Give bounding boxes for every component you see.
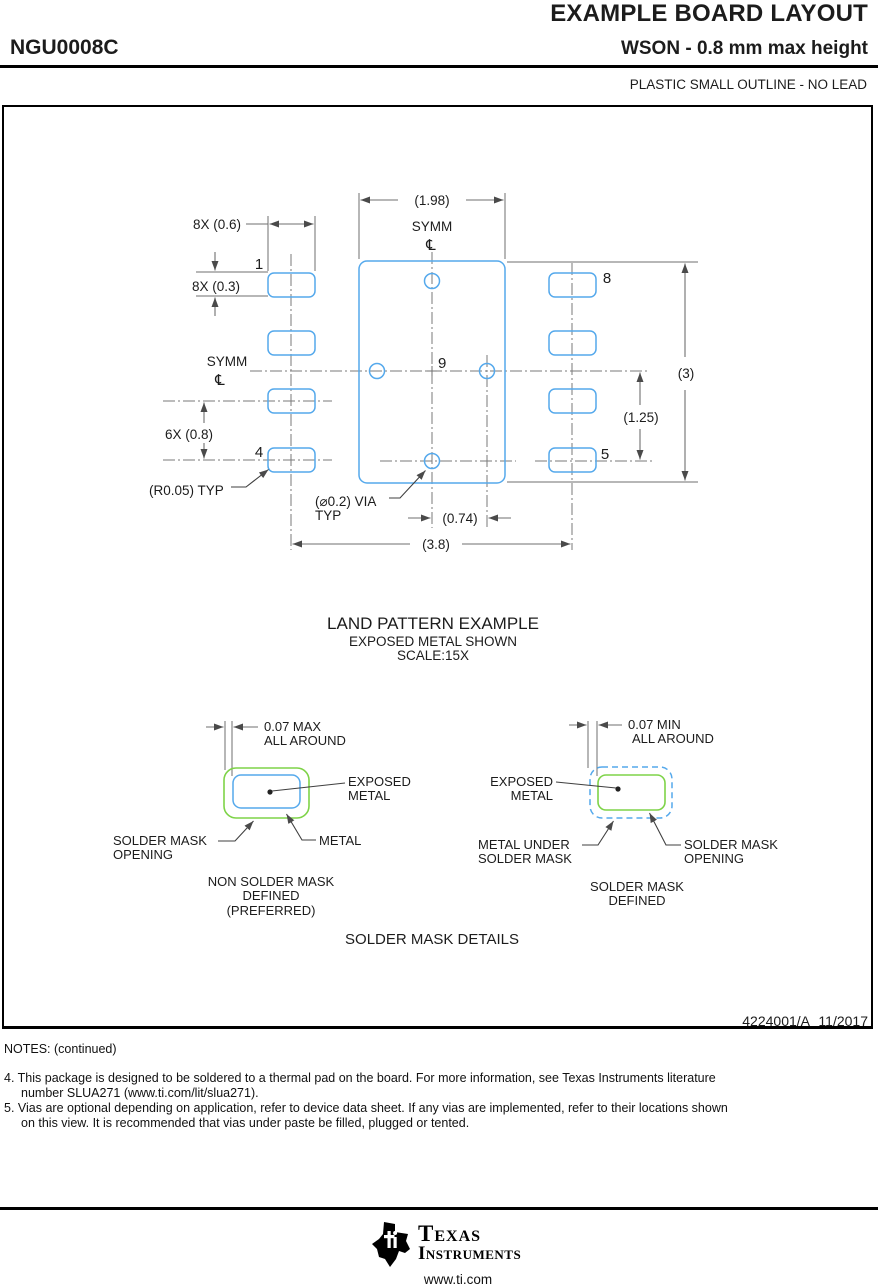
dim-overall-height: (3) bbox=[677, 366, 695, 381]
nsmd-caption2: DEFINED bbox=[242, 888, 300, 903]
smd-under-label2: SOLDER MASK bbox=[478, 851, 572, 866]
centerline-symbol-left: ℄ bbox=[215, 372, 225, 389]
ti-logo bbox=[372, 1222, 521, 1268]
note-4-line2: number SLUA271 (www.ti.com/lit/slua271). bbox=[21, 1086, 259, 1100]
dim-row-span: (1.25) bbox=[623, 410, 659, 425]
smd-metal-dot bbox=[615, 786, 620, 791]
note-5-line2: on this view. It is recommended that vias under paste be filled, plugged or tented. bbox=[21, 1116, 470, 1130]
doc-date: 11/2017 bbox=[818, 1013, 868, 1027]
package-code: NGU0008C bbox=[10, 36, 119, 59]
dimension-lines bbox=[204, 200, 685, 544]
nsmd-detail bbox=[113, 719, 411, 918]
ti-website: www.ti.com bbox=[423, 1272, 493, 1287]
board-layout-drawing bbox=[2, 105, 873, 1027]
centerline-symbol-top: ℄ bbox=[426, 237, 436, 254]
page-title: EXAMPLE BOARD LAYOUT bbox=[550, 0, 868, 27]
dim-thermal-width: (1.98) bbox=[414, 193, 450, 208]
footer-rule bbox=[0, 1207, 878, 1210]
dim-corner-radius: (R0.05) TYP bbox=[149, 483, 224, 498]
symm-label-left: SYMM bbox=[206, 354, 248, 369]
extension-lines bbox=[196, 193, 698, 482]
nsmd-opening-label2: OPENING bbox=[113, 847, 173, 862]
header-rule bbox=[0, 65, 878, 68]
solder-mask-details-title: SOLDER MASK DETAILS bbox=[345, 931, 519, 948]
ti-wordmark bbox=[418, 1222, 521, 1263]
pin-number-4: 4 bbox=[254, 444, 264, 461]
notes-heading: NOTES: (continued) bbox=[4, 1042, 117, 1056]
note-5-line1: 5. Vias are optional depending on application, refer to device data sheet. If any vias are implemented, refer to their locations shown bbox=[4, 1101, 728, 1115]
land-pattern-subtitle1: EXPOSED METAL SHOWN bbox=[348, 634, 518, 649]
smd-dim-line2: ALL AROUND bbox=[632, 731, 714, 746]
smd-under-label1: METAL UNDER bbox=[478, 837, 570, 852]
smd-dim-line1: 0.07 MIN bbox=[628, 717, 681, 732]
doc-number: 4224001/A bbox=[742, 1013, 810, 1027]
pin-number-8: 8 bbox=[602, 270, 612, 287]
nsmd-metal-label: METAL bbox=[319, 833, 362, 848]
nsmd-dim-line1: 0.07 MAX bbox=[264, 719, 322, 734]
land-pattern-subtitle2: SCALE:15X bbox=[396, 648, 470, 663]
note-4-line1: 4. This package is designed to be soldered to a thermal pad on the board. For more information, see Texas Instruments literature bbox=[4, 1071, 716, 1085]
nsmd-caption1: NON SOLDER MASK bbox=[207, 874, 335, 889]
land-pattern-title: LAND PATTERN EXAMPLE bbox=[327, 614, 539, 633]
ti-word-texas: Texas bbox=[418, 1221, 482, 1246]
nsmd-exposed-label1: EXPOSED bbox=[348, 774, 411, 789]
symm-label-top: SYMM bbox=[411, 219, 453, 234]
nsmd-metal-dot bbox=[267, 789, 272, 794]
smd-opening-label1: SOLDER MASK bbox=[684, 837, 778, 852]
dim-pitch: 6X (0.8) bbox=[164, 427, 214, 442]
smd-opening-label2: OPENING bbox=[684, 851, 744, 866]
pin-number-5: 5 bbox=[600, 446, 610, 463]
smd-solder-mask-opening bbox=[598, 775, 665, 810]
package-type: PLASTIC SMALL OUTLINE - NO LEAD bbox=[629, 77, 867, 92]
nsmd-exposed-metal bbox=[233, 775, 300, 808]
nsmd-dim-line2: ALL AROUND bbox=[264, 733, 346, 748]
dim-pad-height: 8X (0.3) bbox=[192, 279, 241, 294]
dim-pad-width: 8X (0.6) bbox=[193, 217, 242, 232]
pin-number-1: 1 bbox=[254, 256, 264, 273]
smd-exposed-label1: EXPOSED bbox=[490, 774, 553, 789]
ti-word-instruments: Instruments bbox=[418, 1243, 522, 1264]
package-subtitle: WSON - 0.8 mm max height bbox=[620, 38, 868, 59]
dim-overall-width: (3.8) bbox=[422, 537, 450, 552]
nsmd-caption3: (PREFERRED) bbox=[226, 903, 316, 918]
smd-detail bbox=[478, 717, 778, 908]
smd-caption1: SOLDER MASK bbox=[590, 879, 684, 894]
nsmd-exposed-label2: METAL bbox=[348, 788, 391, 803]
smd-caption2: DEFINED bbox=[608, 893, 666, 908]
ti-bug-icon bbox=[372, 1222, 412, 1268]
pin-number-9: 9 bbox=[438, 355, 447, 372]
nsmd-opening-label1: SOLDER MASK bbox=[113, 833, 207, 848]
dim-via-offset: (0.74) bbox=[442, 511, 478, 526]
dim-via-size-line2: TYP bbox=[315, 508, 342, 523]
dim-via-size-line1: (⌀0.2) VIA bbox=[315, 494, 377, 509]
smd-exposed-label2: METAL bbox=[510, 788, 553, 803]
